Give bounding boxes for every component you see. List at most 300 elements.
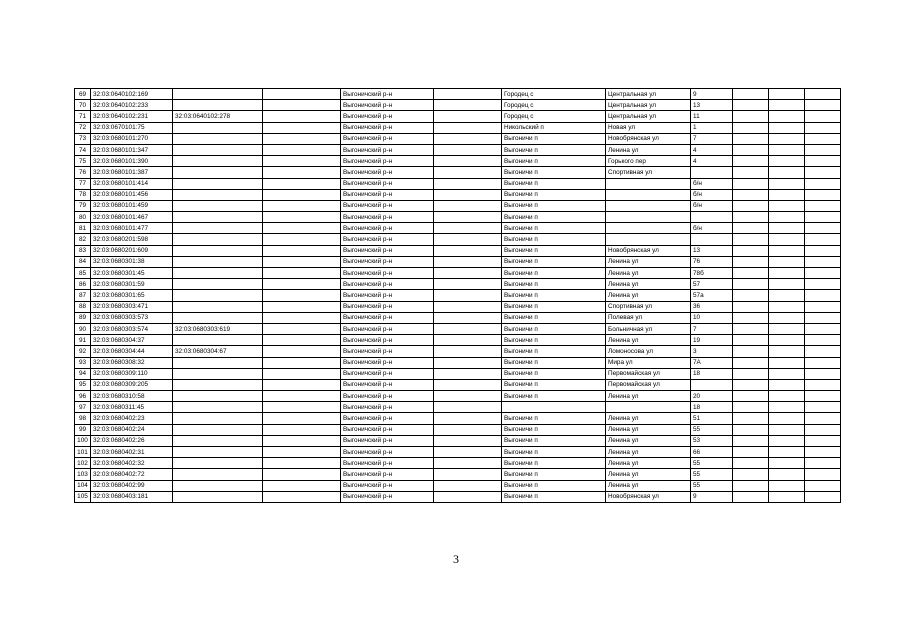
related-cadastral-number-cell: [173, 424, 263, 435]
blank-cell: [263, 357, 341, 368]
blank-cell: [263, 144, 341, 155]
blank-cell: [733, 290, 769, 301]
house-number-cell: 55: [691, 469, 733, 480]
related-cadastral-number-cell: [173, 89, 263, 100]
blank-cell: [434, 335, 502, 346]
blank-cell: [733, 469, 769, 480]
row-number-cell: 102: [75, 458, 91, 469]
blank-cell: [733, 268, 769, 279]
blank-cell: [769, 256, 805, 267]
blank-cell: [805, 480, 841, 491]
blank-cell: [769, 335, 805, 346]
blank-cell: [434, 469, 502, 480]
blank-cell: [263, 178, 341, 189]
row-number-cell: 86: [75, 279, 91, 290]
blank-cell: [769, 435, 805, 446]
settlement-cell: Городец с: [502, 89, 606, 100]
blank-cell: [769, 245, 805, 256]
settlement-cell: Выгоничи п: [502, 234, 606, 245]
blank-cell: [434, 435, 502, 446]
settlement-cell: Выгоничи п: [502, 491, 606, 502]
row-number-cell: 98: [75, 413, 91, 424]
table-row: [75, 100, 841, 111]
cadastral-number-cell: 32:03:0680301:38: [91, 256, 173, 267]
cadastral-number-cell: 32:03:0680402:23: [91, 413, 173, 424]
blank-cell: [769, 144, 805, 155]
related-cadastral-number-cell: [173, 435, 263, 446]
cadastral-number-cell: 32:03:0680309:110: [91, 368, 173, 379]
blank-cell: [805, 357, 841, 368]
street-cell: [606, 234, 691, 245]
house-number-cell: [691, 212, 733, 223]
row-number-cell: 87: [75, 290, 91, 301]
related-cadastral-number-cell: 32:03:0640102:278: [173, 111, 263, 122]
related-cadastral-number-cell: [173, 144, 263, 155]
blank-cell: [263, 111, 341, 122]
related-cadastral-number-cell: [173, 223, 263, 234]
table-row: [75, 122, 841, 133]
blank-cell: [263, 447, 341, 458]
blank-cell: [805, 491, 841, 502]
blank-cell: [733, 323, 769, 334]
table-row: [75, 256, 841, 267]
blank-cell: [769, 156, 805, 167]
district-cell: Выгоничский р-н: [341, 111, 434, 122]
related-cadastral-number-cell: [173, 301, 263, 312]
district-cell: Выгоничский р-н: [341, 323, 434, 334]
blank-cell: [263, 223, 341, 234]
district-cell: Выгоничский р-н: [341, 391, 434, 402]
blank-cell: [263, 200, 341, 211]
house-number-cell: 18: [691, 368, 733, 379]
blank-cell: [434, 122, 502, 133]
blank-cell: [434, 379, 502, 390]
blank-cell: [733, 122, 769, 133]
street-cell: Первомайская ул: [606, 368, 691, 379]
street-cell: Ленина ул: [606, 435, 691, 446]
street-cell: [606, 212, 691, 223]
blank-cell: [263, 402, 341, 413]
table-row: [75, 133, 841, 144]
blank-cell: [263, 156, 341, 167]
related-cadastral-number-cell: [173, 268, 263, 279]
blank-cell: [805, 89, 841, 100]
blank-cell: [769, 212, 805, 223]
blank-cell: [805, 391, 841, 402]
blank-cell: [434, 290, 502, 301]
table-row: [75, 368, 841, 379]
settlement-cell: Выгоничи п: [502, 447, 606, 458]
row-number-cell: 100: [75, 435, 91, 446]
blank-cell: [769, 447, 805, 458]
settlement-cell: Выгоничи п: [502, 312, 606, 323]
blank-cell: [733, 200, 769, 211]
district-cell: Выгоничский р-н: [341, 178, 434, 189]
cadastral-number-cell: 32:03:0680303:471: [91, 301, 173, 312]
blank-cell: [434, 491, 502, 502]
row-number-cell: 84: [75, 256, 91, 267]
blank-cell: [733, 301, 769, 312]
table-row: [75, 189, 841, 200]
cadastral-number-cell: 32:03:0680402:32: [91, 458, 173, 469]
street-cell: [606, 402, 691, 413]
street-cell: Ленина ул: [606, 335, 691, 346]
row-number-cell: 81: [75, 223, 91, 234]
table-row: [75, 89, 841, 100]
house-number-cell: 66: [691, 447, 733, 458]
row-number-cell: 69: [75, 89, 91, 100]
district-cell: Выгоничский р-н: [341, 379, 434, 390]
blank-cell: [769, 189, 805, 200]
blank-cell: [434, 167, 502, 178]
blank-cell: [733, 491, 769, 502]
house-number-cell: 1: [691, 122, 733, 133]
row-number-cell: 103: [75, 469, 91, 480]
blank-cell: [769, 391, 805, 402]
table-row: [75, 212, 841, 223]
blank-cell: [263, 268, 341, 279]
street-cell: Центральная ул: [606, 100, 691, 111]
district-cell: Выгоничский р-н: [341, 301, 434, 312]
cadastral-number-cell: 32:03:0680402:31: [91, 447, 173, 458]
related-cadastral-number-cell: [173, 402, 263, 413]
related-cadastral-number-cell: [173, 357, 263, 368]
table-row: [75, 491, 841, 502]
cadastral-number-cell: 32:03:0680403:181: [91, 491, 173, 502]
table-row: [75, 458, 841, 469]
blank-cell: [805, 346, 841, 357]
settlement-cell: Выгоничи п: [502, 279, 606, 290]
blank-cell: [733, 178, 769, 189]
cadastral-number-cell: 32:03:0680101:414: [91, 178, 173, 189]
street-cell: Спортивная ул: [606, 301, 691, 312]
row-number-cell: 74: [75, 144, 91, 155]
settlement-cell: Выгоничи п: [502, 268, 606, 279]
house-number-cell: 55: [691, 480, 733, 491]
street-cell: [606, 189, 691, 200]
blank-cell: [805, 458, 841, 469]
blank-cell: [805, 301, 841, 312]
cadastral-number-cell: 32:03:0680101:387: [91, 167, 173, 178]
district-cell: Выгоничский р-н: [341, 480, 434, 491]
blank-cell: [263, 391, 341, 402]
blank-cell: [733, 89, 769, 100]
district-cell: Выгоничский р-н: [341, 144, 434, 155]
street-cell: Центральная ул: [606, 111, 691, 122]
blank-cell: [434, 256, 502, 267]
street-cell: Больничная ул: [606, 323, 691, 334]
settlement-cell: Выгоничи п: [502, 357, 606, 368]
cadastral-number-cell: 32:03:0640102:231: [91, 111, 173, 122]
settlement-cell: Никольский п: [502, 122, 606, 133]
blank-cell: [805, 245, 841, 256]
blank-cell: [769, 469, 805, 480]
related-cadastral-number-cell: [173, 290, 263, 301]
house-number-cell: 9: [691, 491, 733, 502]
district-cell: Выгоничский р-н: [341, 435, 434, 446]
house-number-cell: 78б: [691, 268, 733, 279]
blank-cell: [733, 402, 769, 413]
house-number-cell: 20: [691, 391, 733, 402]
cadastral-number-cell: 32:03:0680402:26: [91, 435, 173, 446]
settlement-cell: Выгоничи п: [502, 133, 606, 144]
table-row: [75, 301, 841, 312]
blank-cell: [769, 122, 805, 133]
row-number-cell: 82: [75, 234, 91, 245]
row-number-cell: 76: [75, 167, 91, 178]
house-number-cell: 4: [691, 144, 733, 155]
blank-cell: [769, 402, 805, 413]
row-number-cell: 105: [75, 491, 91, 502]
blank-cell: [805, 368, 841, 379]
table-row: [75, 200, 841, 211]
cadastral-number-cell: 32:03:0680101:467: [91, 212, 173, 223]
settlement-cell: Выгоничи п: [502, 189, 606, 200]
blank-cell: [733, 100, 769, 111]
blank-cell: [769, 89, 805, 100]
related-cadastral-number-cell: [173, 122, 263, 133]
settlement-cell: Выгоничи п: [502, 458, 606, 469]
blank-cell: [733, 435, 769, 446]
blank-cell: [805, 312, 841, 323]
row-number-cell: 89: [75, 312, 91, 323]
blank-cell: [769, 301, 805, 312]
district-cell: Выгоничский р-н: [341, 156, 434, 167]
blank-cell: [769, 323, 805, 334]
blank-cell: [263, 469, 341, 480]
related-cadastral-number-cell: [173, 100, 263, 111]
district-cell: Выгоничский р-н: [341, 256, 434, 267]
settlement-cell: Выгоничи п: [502, 178, 606, 189]
settlement-cell: Выгоничи п: [502, 413, 606, 424]
table-row: [75, 357, 841, 368]
blank-cell: [263, 346, 341, 357]
settlement-cell: Выгоничи п: [502, 435, 606, 446]
related-cadastral-number-cell: [173, 312, 263, 323]
street-cell: Новобрянская ул: [606, 133, 691, 144]
blank-cell: [733, 234, 769, 245]
row-number-cell: 75: [75, 156, 91, 167]
house-number-cell: 7: [691, 323, 733, 334]
row-number-cell: 95: [75, 379, 91, 390]
blank-cell: [805, 111, 841, 122]
house-number-cell: 13: [691, 245, 733, 256]
table-row: [75, 435, 841, 446]
blank-cell: [769, 111, 805, 122]
house-number-cell: б/н: [691, 189, 733, 200]
house-number-cell: б/н: [691, 178, 733, 189]
blank-cell: [263, 335, 341, 346]
blank-cell: [805, 178, 841, 189]
table-row: [75, 379, 841, 390]
blank-cell: [434, 89, 502, 100]
district-cell: Выгоничский р-н: [341, 357, 434, 368]
house-number-cell: [691, 379, 733, 390]
row-number-cell: 78: [75, 189, 91, 200]
blank-cell: [769, 346, 805, 357]
table-row: [75, 111, 841, 122]
cadastral-number-cell: 32:03:0680201:598: [91, 234, 173, 245]
house-number-cell: 11: [691, 111, 733, 122]
house-number-cell: 7: [691, 133, 733, 144]
blank-cell: [805, 200, 841, 211]
blank-cell: [733, 111, 769, 122]
street-cell: Мира ул: [606, 357, 691, 368]
blank-cell: [805, 234, 841, 245]
row-number-cell: 91: [75, 335, 91, 346]
related-cadastral-number-cell: [173, 368, 263, 379]
table-row: [75, 391, 841, 402]
blank-cell: [769, 379, 805, 390]
cadastral-number-cell: 32:03:0680311:45: [91, 402, 173, 413]
district-cell: Выгоничский р-н: [341, 122, 434, 133]
settlement-cell: Выгоничи п: [502, 223, 606, 234]
street-cell: Ленина ул: [606, 279, 691, 290]
district-cell: Выгоничский р-н: [341, 189, 434, 200]
district-cell: Выгоничский р-н: [341, 290, 434, 301]
related-cadastral-number-cell: [173, 133, 263, 144]
blank-cell: [805, 100, 841, 111]
district-cell: Выгоничский р-н: [341, 234, 434, 245]
street-cell: [606, 178, 691, 189]
row-number-cell: 90: [75, 323, 91, 334]
blank-cell: [769, 290, 805, 301]
blank-cell: [733, 391, 769, 402]
table-row: [75, 402, 841, 413]
blank-cell: [769, 234, 805, 245]
blank-cell: [434, 391, 502, 402]
blank-cell: [733, 424, 769, 435]
blank-cell: [263, 379, 341, 390]
blank-cell: [733, 245, 769, 256]
table-row: [75, 268, 841, 279]
blank-cell: [805, 212, 841, 223]
blank-cell: [263, 323, 341, 334]
blank-cell: [805, 323, 841, 334]
blank-cell: [733, 167, 769, 178]
related-cadastral-number-cell: [173, 469, 263, 480]
row-number-cell: 70: [75, 100, 91, 111]
settlement-cell: Выгоничи п: [502, 256, 606, 267]
cadastral-number-cell: 32:03:0680402:99: [91, 480, 173, 491]
related-cadastral-number-cell: [173, 212, 263, 223]
cadastral-number-cell: 32:03:0680310:58: [91, 391, 173, 402]
house-number-cell: 55: [691, 424, 733, 435]
district-cell: Выгоничский р-н: [341, 279, 434, 290]
blank-cell: [434, 268, 502, 279]
row-number-cell: 92: [75, 346, 91, 357]
street-cell: Ленина ул: [606, 447, 691, 458]
blank-cell: [434, 111, 502, 122]
cadastral-number-cell: 32:03:0680309:205: [91, 379, 173, 390]
table-row: [75, 323, 841, 334]
blank-cell: [769, 167, 805, 178]
settlement-cell: Выгоничи п: [502, 335, 606, 346]
row-number-cell: 79: [75, 200, 91, 211]
house-number-cell: 53: [691, 435, 733, 446]
blank-cell: [434, 458, 502, 469]
related-cadastral-number-cell: [173, 279, 263, 290]
row-number-cell: 77: [75, 178, 91, 189]
blank-cell: [263, 256, 341, 267]
district-cell: Выгоничский р-н: [341, 133, 434, 144]
blank-cell: [805, 133, 841, 144]
house-number-cell: [691, 234, 733, 245]
blank-cell: [769, 279, 805, 290]
table-row: [75, 447, 841, 458]
related-cadastral-number-cell: [173, 458, 263, 469]
row-number-cell: 85: [75, 268, 91, 279]
cadastral-number-cell: 32:03:0670101:75: [91, 122, 173, 133]
district-cell: Выгоничский р-н: [341, 89, 434, 100]
blank-cell: [769, 178, 805, 189]
row-number-cell: 96: [75, 391, 91, 402]
blank-cell: [769, 200, 805, 211]
blank-cell: [769, 424, 805, 435]
blank-cell: [733, 379, 769, 390]
street-cell: Ленина ул: [606, 413, 691, 424]
settlement-cell: Выгоничи п: [502, 245, 606, 256]
settlement-cell: Выгоничи п: [502, 391, 606, 402]
cadastral-number-cell: 32:03:0680101:456: [91, 189, 173, 200]
street-cell: Ленина ул: [606, 391, 691, 402]
settlement-cell: Городец с: [502, 111, 606, 122]
blank-cell: [263, 100, 341, 111]
settlement-cell: Выгоничи п: [502, 346, 606, 357]
row-number-cell: 80: [75, 212, 91, 223]
house-number-cell: 51: [691, 413, 733, 424]
blank-cell: [805, 223, 841, 234]
blank-cell: [805, 156, 841, 167]
table-row: [75, 413, 841, 424]
cadastral-number-cell: 32:03:0680304:44: [91, 346, 173, 357]
street-cell: Спортивная ул: [606, 167, 691, 178]
blank-cell: [769, 100, 805, 111]
street-cell: Ленина ул: [606, 480, 691, 491]
blank-cell: [769, 268, 805, 279]
blank-cell: [733, 447, 769, 458]
cadastral-number-cell: 32:03:0680101:477: [91, 223, 173, 234]
blank-cell: [434, 424, 502, 435]
blank-cell: [805, 469, 841, 480]
related-cadastral-number-cell: [173, 379, 263, 390]
house-number-cell: 76: [691, 256, 733, 267]
related-cadastral-number-cell: [173, 413, 263, 424]
blank-cell: [733, 346, 769, 357]
row-number-cell: 97: [75, 402, 91, 413]
blank-cell: [263, 435, 341, 446]
house-number-cell: 13: [691, 100, 733, 111]
settlement-cell: Выгоничи п: [502, 212, 606, 223]
table-row: [75, 245, 841, 256]
table-row: [75, 223, 841, 234]
settlement-cell: Выгоничи п: [502, 156, 606, 167]
blank-cell: [769, 223, 805, 234]
house-number-cell: 3: [691, 346, 733, 357]
house-number-cell: 18: [691, 402, 733, 413]
district-cell: Выгоничский р-н: [341, 223, 434, 234]
settlement-cell: Выгоничи п: [502, 144, 606, 155]
table-row: [75, 279, 841, 290]
row-number-cell: 88: [75, 301, 91, 312]
blank-cell: [733, 212, 769, 223]
street-cell: Новобрянская ул: [606, 491, 691, 502]
related-cadastral-number-cell: [173, 256, 263, 267]
related-cadastral-number-cell: [173, 491, 263, 502]
blank-cell: [769, 413, 805, 424]
house-number-cell: 55: [691, 458, 733, 469]
blank-cell: [733, 458, 769, 469]
